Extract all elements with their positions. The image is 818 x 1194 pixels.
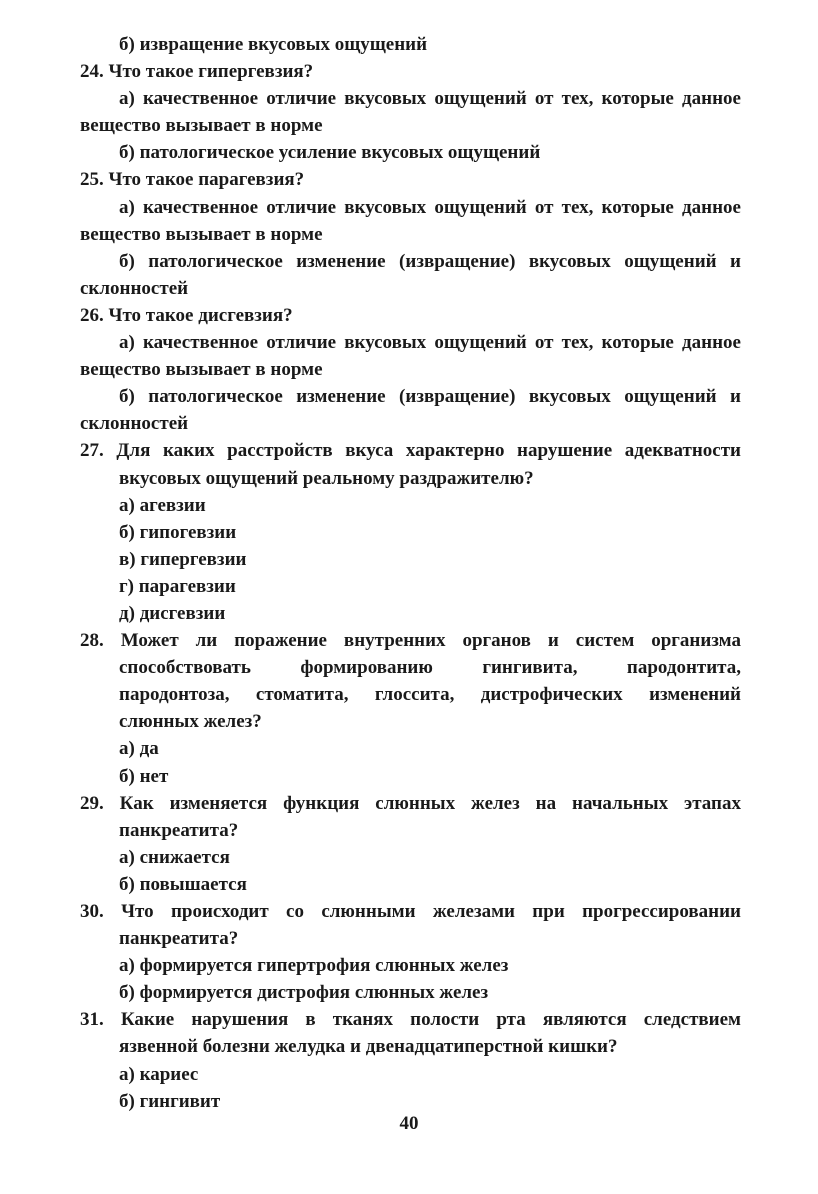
question-continuation: способствовать формированию гингивита, пародонтита, <box>119 657 741 679</box>
page-content <box>80 31 741 1115</box>
question-continuation: слюнных желез? <box>119 711 262 733</box>
question-28: 28. Может ли поражение внутренних органов и систем организма <box>80 630 741 652</box>
answer-option: г) парагевзии <box>119 575 236 597</box>
question-26: 26. Что такое дисгевзия? <box>80 304 293 326</box>
answer-option: а) да <box>119 738 159 760</box>
question-24: 24. Что такое гипергевзия? <box>80 61 314 83</box>
answer-option: а) качественное отличие вкусовых ощущений от тех, которые данное <box>119 196 741 218</box>
question-27: 27. Для каких расстройств вкуса характерно нарушение адекватности <box>80 440 741 462</box>
answer-option-continuation: склонностей <box>80 277 189 299</box>
answer-option: б) гипогевзии <box>119 521 237 543</box>
answer-option-continuation: вещество вызывает в норме <box>80 115 323 137</box>
answer-option-continuation: вещество вызывает в норме <box>80 359 323 381</box>
answer-option: б) патологическое изменение (извращение) вкусовых ощущений и <box>119 250 741 272</box>
question-continuation: панкреатита? <box>119 819 239 841</box>
answer-option: а) качественное отличие вкусовых ощущений от тех, которые данное <box>119 88 741 110</box>
answer-option: а) кариес <box>119 1063 199 1085</box>
question-continuation: язвенной болезни желудка и двенадцатиперстной кишки? <box>119 1036 618 1058</box>
answer-option: б) повышается <box>119 873 247 895</box>
page-number: 40 <box>399 1113 419 1134</box>
answer-option: а) снижается <box>119 846 230 868</box>
answer-option: а) качественное отличие вкусовых ощущений от тех, которые данное <box>119 332 741 354</box>
answer-option-continuation: вещество вызывает в норме <box>80 223 323 245</box>
answer-option: а) агевзии <box>119 494 206 516</box>
answer-option: б) нет <box>119 765 169 787</box>
question-30: 30. Что происходит со слюнными железами при прогрессировании <box>80 901 741 922</box>
question-continuation: пародонтоза, стоматита, глоссита, дистрофических изменений <box>119 684 741 706</box>
answer-option: б) извращение вкусовых ощущений <box>119 34 428 55</box>
question-25: 25. Что такое парагевзия? <box>80 169 305 191</box>
question-29: 29. Как изменяется функция слюнных желез на начальных этапах <box>80 792 741 814</box>
answer-option: в) гипергевзии <box>119 548 247 570</box>
answer-option: б) патологическое усиление вкусовых ощущений <box>119 142 541 164</box>
question-31: 31. Какие нарушения в тканях полости рта являются следствием <box>80 1009 741 1031</box>
answer-option: а) формируется гипертрофия слюнных желез <box>119 955 509 977</box>
answer-option: б) формируется дистрофия слюнных желез <box>119 982 489 1004</box>
answer-option: б) гингивит <box>119 1090 221 1112</box>
answer-option-continuation: склонностей <box>80 413 189 435</box>
question-continuation: панкреатита? <box>119 928 239 950</box>
answer-option: д) дисгевзии <box>119 602 226 624</box>
answer-option: б) патологическое изменение (извращение) вкусовых ощущений и <box>119 386 741 408</box>
question-continuation: вкусовых ощущений реальному раздражителю? <box>119 467 534 489</box>
